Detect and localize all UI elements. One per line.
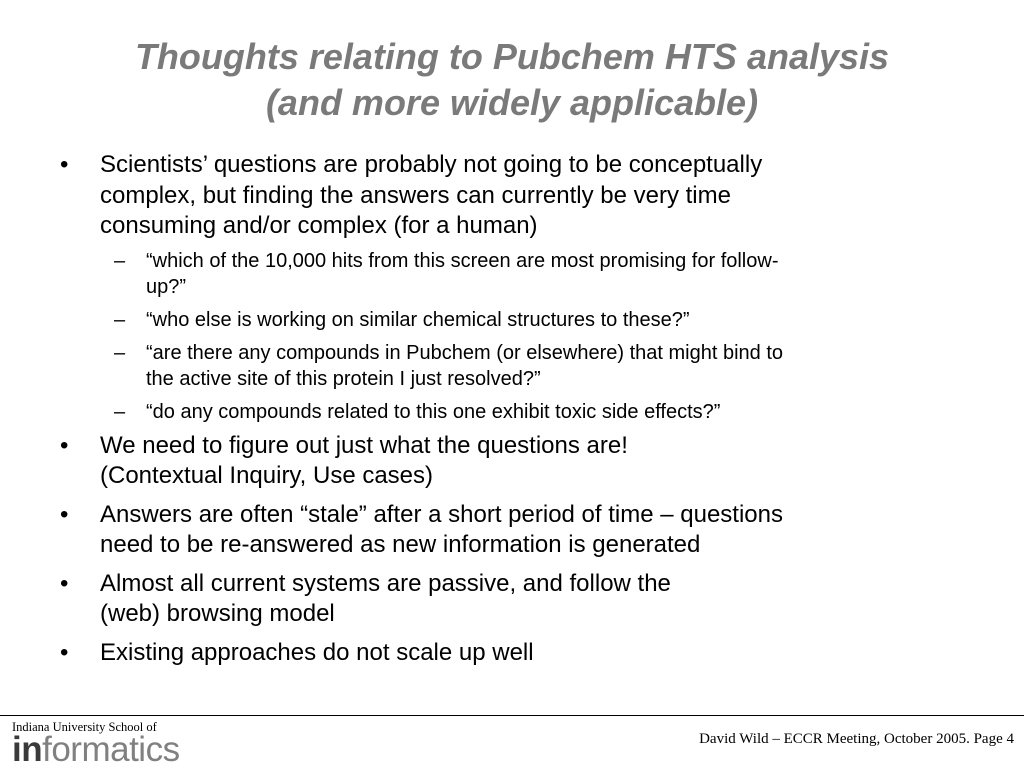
bullet-line: We need to figure out just what the questions are! (100, 431, 628, 459)
bullet-line: consuming and/or complex (for a human) (100, 212, 538, 239)
bullet-item-4 (60, 569, 990, 630)
sub-bullet-line: “which of the 10,000 hits from this screen are most promising for follow- (146, 249, 779, 272)
bullet-mark: • (60, 431, 69, 459)
sub-bullet-list (100, 248, 990, 425)
logo-wordmark-rest: formatics (42, 730, 180, 769)
sub-bullet-mark: – (114, 341, 126, 364)
bullet-mark: • (60, 638, 69, 666)
logo-caption: Indiana University School of (12, 720, 157, 734)
bullet-line: Almost all current systems are passive, and follow the (100, 569, 671, 597)
slide-title-line-1: Thoughts relating to Pubchem HTS analysis (134, 36, 890, 77)
bullet-item-3 (60, 500, 990, 561)
bullet-line: (Contextual Inquiry, Use cases) (100, 462, 434, 489)
sub-bullet-item-2 (100, 307, 990, 333)
sub-bullet-mark: – (114, 308, 126, 331)
bullet-line: Scientists’ questions are probably not going to be conceptually (100, 151, 763, 178)
footer-divider (0, 715, 1024, 716)
sub-bullet-mark: – (114, 249, 126, 272)
footer-credit: David Wild – ECCR Meeting, October 2005. Page 4 (699, 731, 1014, 747)
sub-bullet-line: “do any compounds related to this one exhibit toxic side effects?” (146, 400, 721, 423)
sub-bullet-line: “who else is working on similar chemical structures to these?” (146, 308, 690, 331)
logo-wordmark (12, 730, 180, 769)
bullet-mark: • (60, 569, 69, 597)
sub-bullet-line: up?” (146, 275, 187, 298)
sub-bullet-line: the active site of this protein I just resolved?” (146, 367, 541, 390)
bullet-item-5 (60, 638, 990, 669)
logo-wordmark-accent: in (12, 730, 43, 769)
bullet-line: complex, but finding the answers can currently be very time (100, 181, 731, 209)
bullet-line: Answers are often “stale” after a short period of time – questions (100, 500, 784, 528)
sub-bullet-item-4 (100, 399, 990, 425)
slide-title (0, 34, 1024, 126)
sub-bullet-mark: – (114, 400, 126, 423)
bullet-line: (web) browsing model (100, 600, 335, 627)
slide-body (60, 150, 990, 676)
informatics-logo (12, 720, 180, 767)
slide-title-line-2: (and more widely applicable) (265, 82, 759, 123)
sub-bullet-line: “are there any compounds in Pubchem (or elsewhere) that might bind to (146, 341, 784, 364)
bullet-item-1 (60, 150, 990, 425)
bullet-item-2 (60, 431, 990, 492)
bullet-line: Existing approaches do not scale up well (100, 638, 534, 666)
bullet-mark: • (60, 151, 69, 178)
bullet-line: need to be re-answered as new information is generated (100, 531, 701, 558)
bullet-mark: • (60, 500, 69, 528)
sub-bullet-item-3 (100, 340, 990, 392)
sub-bullet-item-1 (100, 248, 990, 300)
